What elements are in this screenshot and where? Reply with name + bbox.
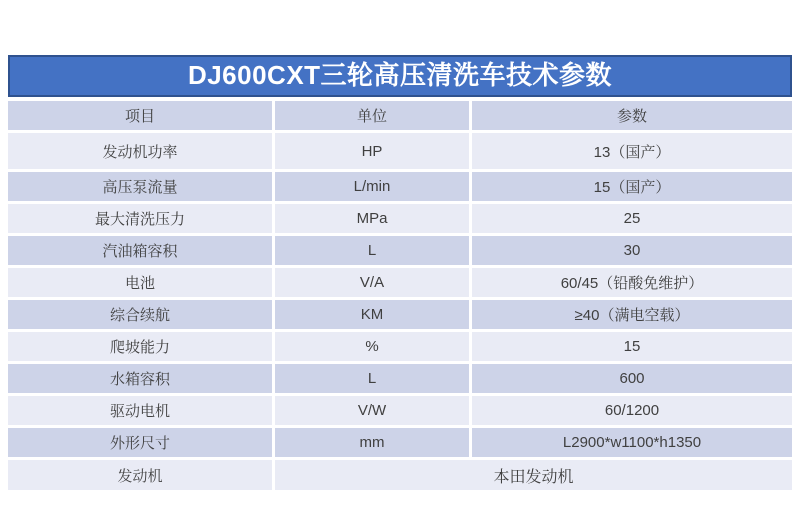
unit-cell: MPa [272, 201, 469, 233]
table-row [8, 265, 792, 297]
spec-table-container [8, 55, 792, 490]
unit-cell: mm [272, 425, 469, 457]
item-cell: 爬坡能力 [8, 329, 272, 361]
item-cell: 水箱容积 [8, 361, 272, 393]
unit-cell: KM [272, 297, 469, 329]
col-header-item: 项目 [8, 101, 272, 130]
param-cell: 15 [469, 329, 792, 361]
param-cell: L2900*w1100*h1350 [469, 425, 792, 457]
param-cell: 15（国产） [469, 169, 792, 201]
item-cell: 驱动电机 [8, 393, 272, 425]
table-row [8, 361, 792, 393]
item-cell: 最大清洗压力 [8, 201, 272, 233]
param-cell: 13（国产） [469, 130, 792, 169]
table-row [8, 169, 792, 201]
table-footer-row [8, 457, 792, 490]
item-cell: 发动机功率 [8, 130, 272, 169]
table-row [8, 393, 792, 425]
param-cell: 30 [469, 233, 792, 265]
item-cell: 综合续航 [8, 297, 272, 329]
param-cell: 600 [469, 361, 792, 393]
param-cell: 60/1200 [469, 393, 792, 425]
unit-cell: V/A [272, 265, 469, 297]
item-cell: 高压泵流量 [8, 169, 272, 201]
unit-cell: L/min [272, 169, 469, 201]
param-cell: ≥40（满电空载） [469, 297, 792, 329]
table-row [8, 425, 792, 457]
item-cell: 电池 [8, 265, 272, 297]
unit-cell: HP [272, 130, 469, 169]
item-cell: 外形尺寸 [8, 425, 272, 457]
table-row [8, 297, 792, 329]
table-row [8, 329, 792, 361]
unit-cell: L [272, 233, 469, 265]
col-header-param: 参数 [469, 101, 792, 130]
unit-cell: L [272, 361, 469, 393]
table-row [8, 130, 792, 169]
table-row [8, 201, 792, 233]
table-title: DJ600CXT三轮高压清洗车技术参数 [8, 55, 792, 97]
spec-table [8, 101, 792, 490]
unit-cell: % [272, 329, 469, 361]
footer-value-cell: 本田发动机 [272, 457, 792, 490]
unit-cell: V/W [272, 393, 469, 425]
item-cell: 汽油箱容积 [8, 233, 272, 265]
param-cell: 60/45（铅酸免维护） [469, 265, 792, 297]
param-cell: 25 [469, 201, 792, 233]
item-cell: 发动机 [8, 457, 272, 490]
table-row [8, 233, 792, 265]
col-header-unit: 单位 [272, 101, 469, 130]
table-header-row [8, 101, 792, 130]
